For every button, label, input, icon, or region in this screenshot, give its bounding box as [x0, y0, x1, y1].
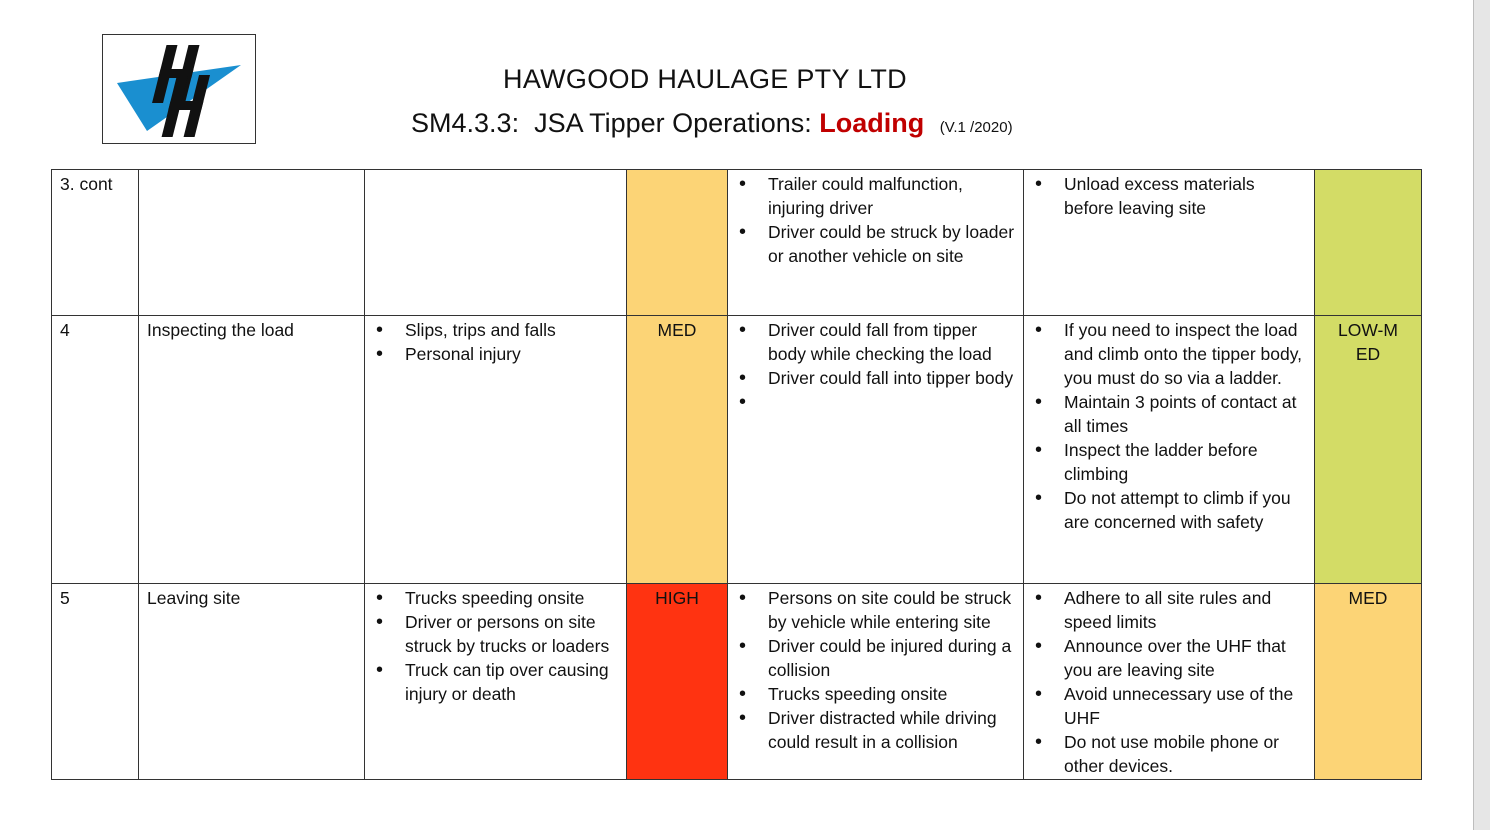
list-item: • If you need to inspect the load and climb onto the tipper body, you must do so via a ladder. [1032, 318, 1306, 390]
doc-code: SM4.3.3 [411, 108, 512, 138]
controls-cell [1024, 170, 1315, 316]
step-cell: 3. cont [52, 170, 139, 316]
controls-cell [1024, 584, 1315, 780]
list-item: • Trucks speeding onsite [373, 586, 618, 610]
list-item: • Adhere to all site rules and speed limits [1032, 586, 1306, 634]
list-item: • Inspect the ladder before climbing [1032, 438, 1306, 486]
task-cell: Inspecting the load [139, 316, 365, 584]
consequences-cell [728, 316, 1024, 584]
list-item: • Trucks speeding onsite [736, 682, 1015, 706]
table-row [52, 170, 1422, 316]
list-item: • Driver could fall into tipper body [736, 366, 1015, 390]
residual-risk-cell: MED [1315, 584, 1422, 780]
residual-risk-cell [1315, 170, 1422, 316]
list-item: • Driver could be injured during a collision [736, 634, 1015, 682]
hazards-cell [365, 170, 627, 316]
list-item: • Trailer could malfunction, injuring driver [736, 172, 1015, 220]
residual-risk-cell [1315, 316, 1422, 584]
list-item: • Driver could fall from tipper body while checking the load [736, 318, 1015, 366]
jsa-table [51, 169, 1422, 780]
list-item: • Persons on site could be struck by vehicle while entering site [736, 586, 1015, 634]
task-cell [139, 170, 365, 316]
consequences-cell [728, 170, 1024, 316]
list-item: • Driver or persons on site struck by trucks or loaders [373, 610, 618, 658]
page-edge [1473, 0, 1490, 830]
list-item: • Avoid unnecessary use of the UHF [1032, 682, 1306, 730]
list-item: • Personal injury [373, 342, 618, 366]
list-item: • Unload excess materials before leaving site [1032, 172, 1306, 220]
list-item: • Maintain 3 points of contact at all times [1032, 390, 1306, 438]
table-row [52, 316, 1422, 584]
residual-risk-label: LOW-MED [1338, 320, 1398, 364]
title-prefix: JSA Tipper Operations: [534, 108, 812, 138]
step-cell: 5 [52, 584, 139, 780]
table-row [52, 584, 1422, 780]
list-item: • Do not attempt to climb if you are concerned with safety [1032, 486, 1306, 534]
document-title: SM4.3.3: JSA Tipper Operations: Loading (V.1 /2020) [411, 108, 1013, 138]
list-item: • Driver distracted while driving could result in a collision [736, 706, 1015, 754]
list-item: • Slips, trips and falls [373, 318, 618, 342]
hazards-cell [365, 584, 627, 780]
consequences-cell [728, 584, 1024, 780]
task-cell: Leaving site [139, 584, 365, 780]
controls-cell [1024, 316, 1315, 584]
initial-risk-cell [627, 170, 728, 316]
list-item: • Do not use mobile phone or other devices. [1032, 730, 1306, 778]
step-cell: 4 [52, 316, 139, 584]
list-item [736, 390, 1015, 414]
title-highlight: Loading [819, 108, 925, 138]
list-item: • Announce over the UHF that you are leaving site [1032, 634, 1306, 682]
company-name: HAWGOOD HAULAGE PTY LTD [503, 64, 907, 94]
list-item: • Driver could be struck by loader or another vehicle on site [736, 220, 1015, 268]
initial-risk-cell: HIGH [627, 584, 728, 780]
version-label: (V.1 /2020) [939, 119, 1013, 136]
initial-risk-cell: MED [627, 316, 728, 584]
list-item: • Truck can tip over causing injury or death [373, 658, 618, 706]
hazards-cell [365, 316, 627, 584]
